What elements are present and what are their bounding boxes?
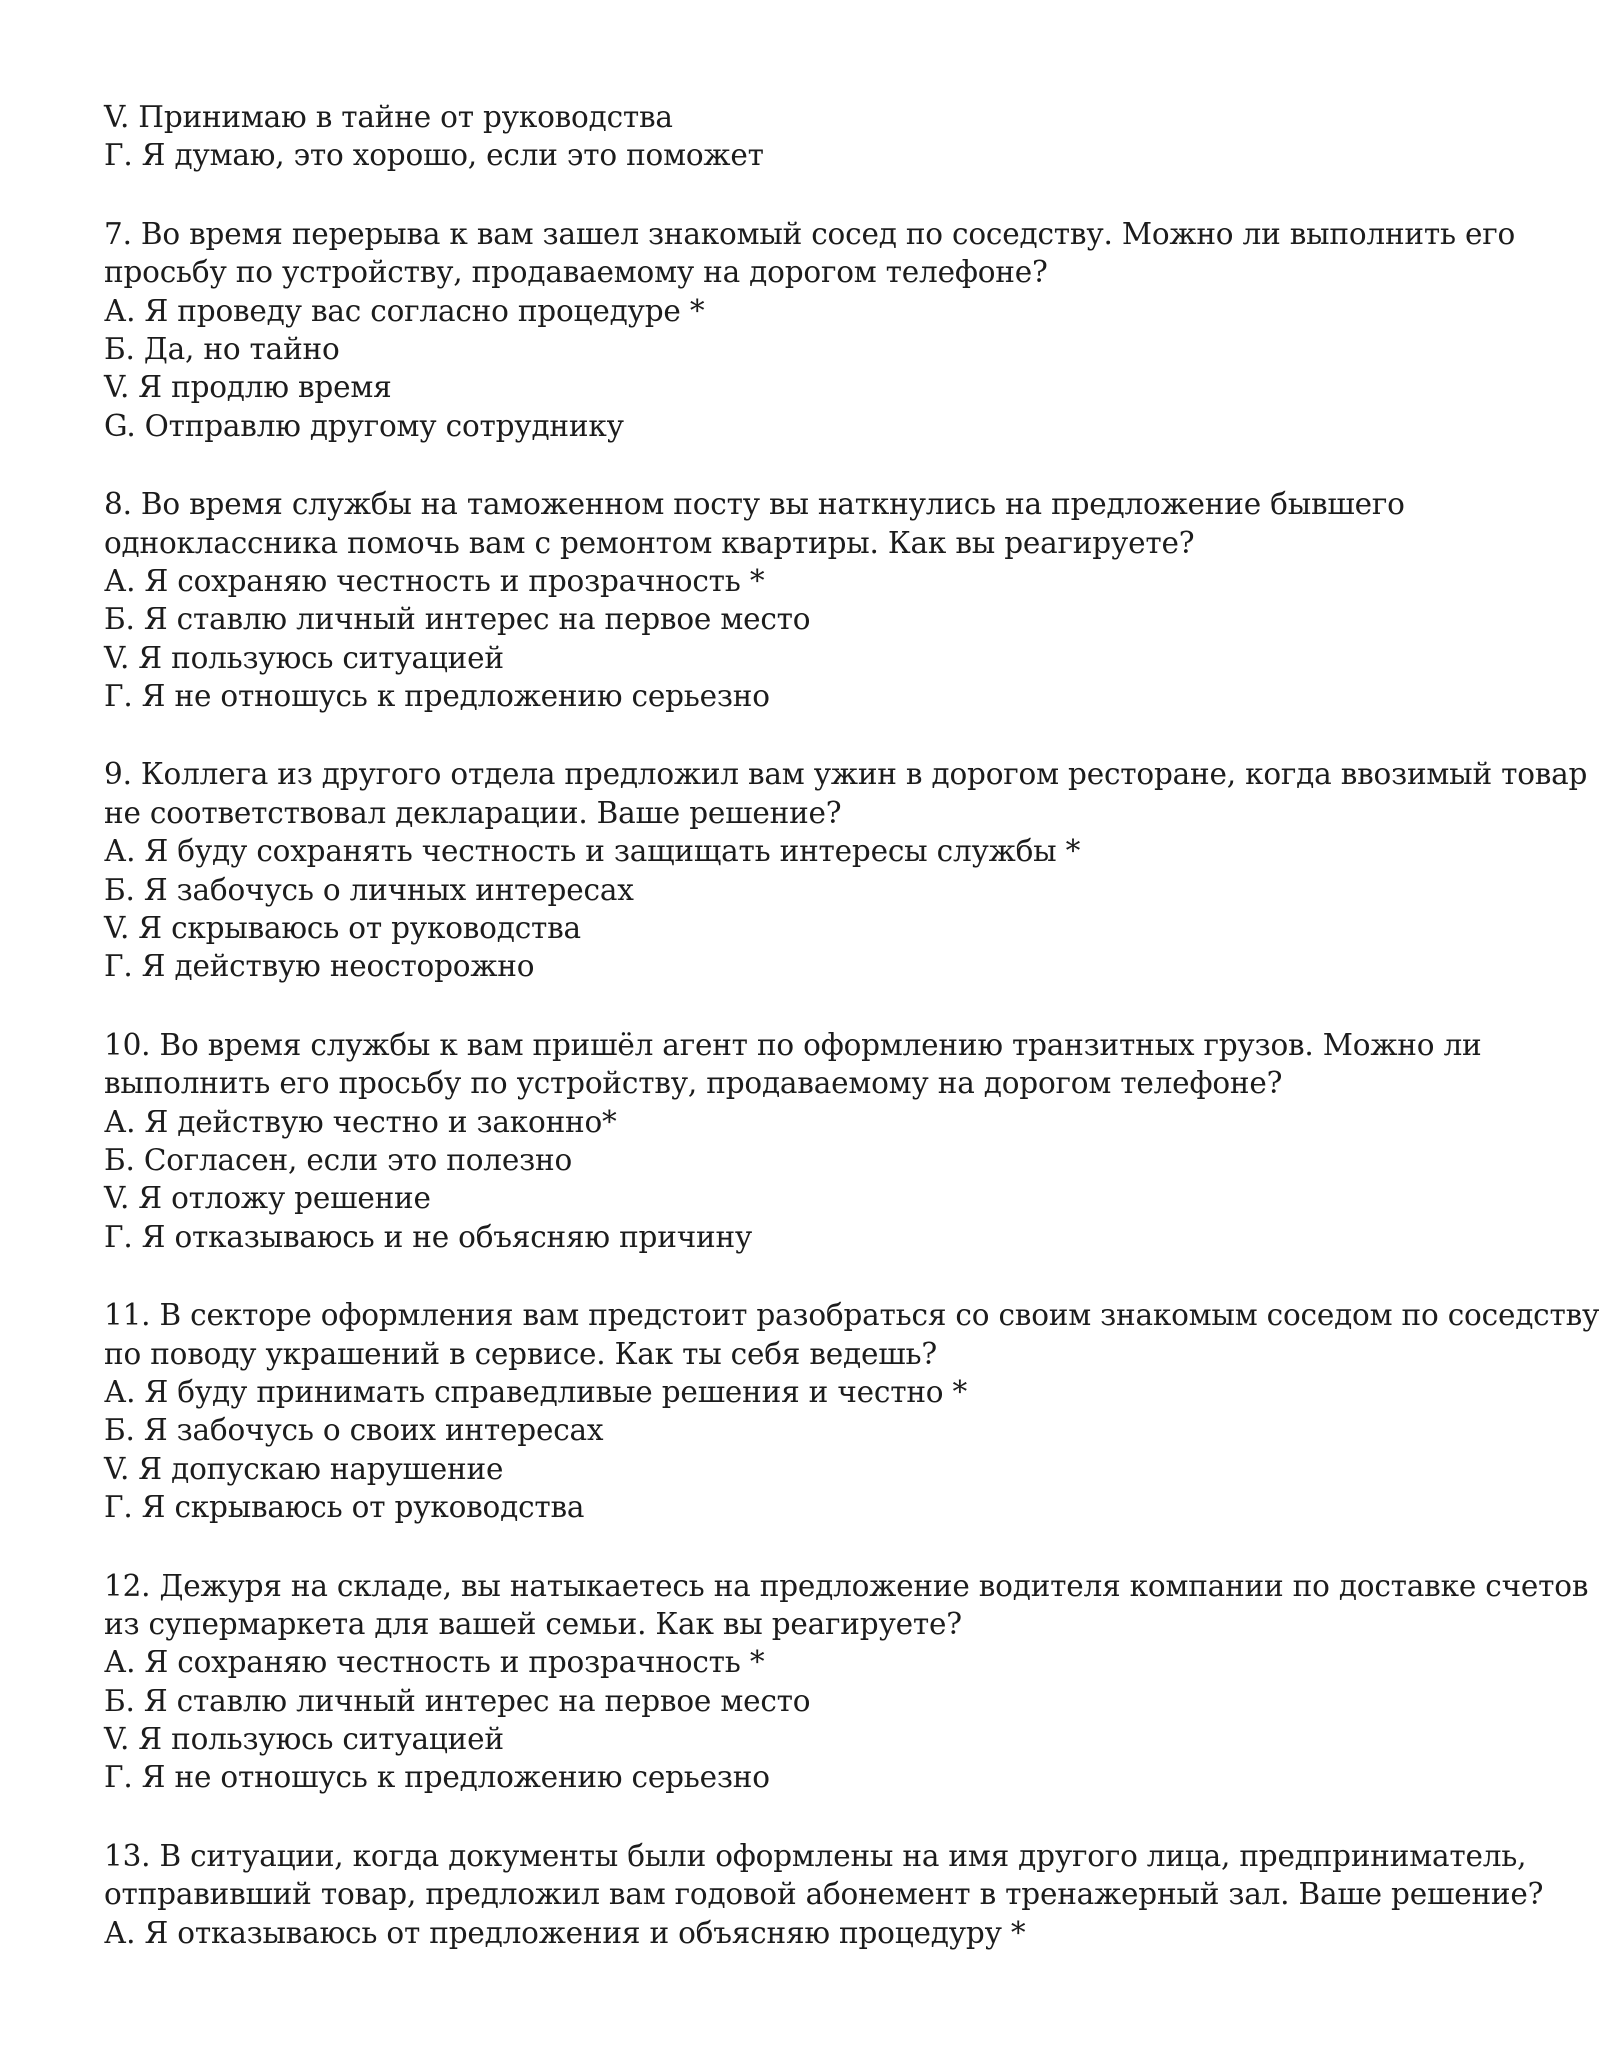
question-text-line: 9. Коллега из другого отдела предложил вам ужин в дорогом ресторане, когда ввозимый товар <box>104 757 1588 792</box>
question-9 <box>104 755 1588 985</box>
question-12 <box>104 1567 1589 1797</box>
question-text-line: не соответствовал декларации. Ваше решение? <box>104 795 842 830</box>
question-text-line: 8. Во время службы на таможенном посту вы наткнулись на предложение бывшего <box>104 487 1405 522</box>
option-b: Б. Да, но тайно <box>104 331 340 366</box>
option-v: V. Я скрываюсь от руководства <box>104 911 581 946</box>
option-a: А. Я сохраняю честность и прозрачность * <box>104 1645 765 1680</box>
option-a: А. Я проведу вас согласно процедуре * <box>104 293 705 328</box>
question-text-line: отправивший товар, предложил вам годовой абонемент в тренажерный зал. Ваше решение? <box>104 1877 1544 1912</box>
option-b: Б. Я забочусь о личных интересах <box>104 872 634 907</box>
option-v: V. Я продлю время <box>104 370 392 405</box>
question-13 <box>104 1837 1544 1952</box>
option-g: Г. Я не отношусь к предложению серьезно <box>104 1760 770 1795</box>
question-text-line: одноклассника помочь вам с ремонтом квартиры. Как вы реагируете? <box>104 525 1195 560</box>
option-v: V. Я пользуюсь ситуацией <box>104 1722 504 1757</box>
option-a: А. Я отказываюсь от предложения и объясняю процедуру * <box>104 1915 1026 1950</box>
option-v: V. Я отложу решение <box>104 1181 431 1216</box>
option-v: V. Я пользуюсь ситуацией <box>104 640 504 675</box>
question-text-line: 13. В ситуации, когда документы были оформлены на имя другого лица, предприниматель, <box>104 1838 1527 1873</box>
option-line: V. Принимаю в тайне от руководства <box>104 100 673 134</box>
option-a: А. Я сохраняю честность и прозрачность * <box>104 563 765 598</box>
question-7 <box>104 215 1524 445</box>
question-text-line: просьбу по устройству, продаваемому на дорогом телефоне? <box>104 255 1048 290</box>
question-text-line: из супермаркета для вашей семьи. Как вы реагируете? <box>104 1606 962 1641</box>
option-g: G. Отправлю другому сотруднику <box>104 408 624 443</box>
question-11 <box>104 1296 1600 1526</box>
option-g: Г. Я отказываюсь и не объясняю причину <box>104 1219 753 1254</box>
option-v: V. Я допускаю нарушение <box>104 1451 504 1486</box>
question-text-line: 11. В секторе оформления вам предстоит разобраться со своим знакомым соседом по соседству <box>104 1298 1600 1333</box>
question-text-line: по поводу украшений в сервисе. Как ты себя ведешь? <box>104 1336 937 1371</box>
document-body <box>104 98 1600 1952</box>
option-b: Б. Я ставлю личный интерес на первое место <box>104 602 811 637</box>
question-text-line: 12. Дежуря на складе, вы натыкаетесь на предложение водителя компании по доставке счетов <box>104 1568 1589 1603</box>
option-a: А. Я буду принимать справедливые решения и честно * <box>104 1374 968 1409</box>
option-g: Г. Я действую неосторожно <box>104 949 535 984</box>
option-g: Г. Я скрываюсь от руководства <box>104 1490 585 1525</box>
option-b: Б. Согласен, если это полезно <box>104 1142 573 1177</box>
option-a: А. Я буду сохранять честность и защищать интересы службы * <box>104 834 1081 869</box>
option-line: Г. Я думаю, это хорошо, если это поможет <box>104 138 764 173</box>
intro-options <box>104 98 1524 175</box>
question-10 <box>104 1026 1524 1256</box>
option-b: Б. Я забочусь о своих интересах <box>104 1413 604 1448</box>
option-a: А. Я действую честно и законно* <box>104 1104 617 1139</box>
question-text-line: 7. Во время перерыва к вам зашел знакомый сосед по соседству. Можно ли выполнить его <box>104 216 1516 251</box>
question-text-line: 10. Во время службы к вам пришёл агент по оформлению транзитных грузов. Можно ли <box>104 1027 1482 1062</box>
option-g: Г. Я не отношусь к предложению серьезно <box>104 679 770 714</box>
question-8 <box>104 485 1524 715</box>
option-b: Б. Я ставлю личный интерес на первое место <box>104 1683 811 1718</box>
question-text-line: выполнить его просьбу по устройству, продаваемому на дорогом телефоне? <box>104 1066 1283 1101</box>
